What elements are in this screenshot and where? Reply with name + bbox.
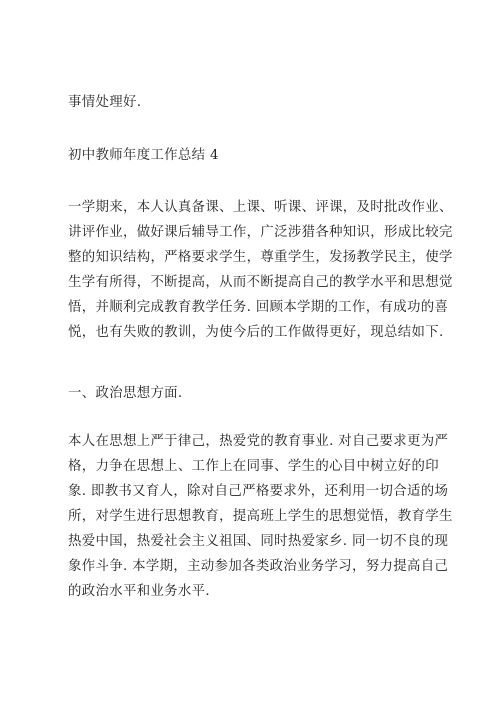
- paragraph-political-thought: [68, 429, 453, 604]
- subsection-title-text: 一、政治思想方面.: [68, 386, 183, 401]
- paragraph-summary: [68, 195, 453, 345]
- text-line: 本人在思想上严于律己，热爱党的教育事业. 对自己要求更为严: [68, 434, 449, 449]
- text-line: 事情处理好.: [68, 95, 142, 110]
- section-heading: [68, 143, 440, 168]
- text-line: 生学有所得，不断提高，从而不断提高自己的教学水平和思想觉: [68, 275, 453, 290]
- text-line: 悦，也有失败的教训，为使今后的工作做得更好，现总结如下.: [68, 325, 444, 340]
- text-line: 象. 即教书又育人，除对自己严格要求外，还利用一切合适的场: [68, 484, 449, 499]
- text-line: 象作斗争. 本学期，主动参加各类政治业务学习，努力提高自己: [68, 559, 449, 574]
- subsection-title: [68, 381, 440, 406]
- text-line: 一学期来，本人认真备课、上课、听课、评课，及时批改作业、: [68, 200, 453, 215]
- text-line: 整的知识结构，严格要求学生，尊重学生，发扬教学民主，使学: [68, 250, 453, 265]
- paragraph-continuation: [68, 90, 440, 115]
- text-line: 讲评作业，做好课后辅导工作，广泛涉猎各种知识，形成比较完: [68, 225, 453, 240]
- text-line: 悟，并顺利完成教育教学任务. 回顾本学期的工作，有成功的喜: [68, 300, 449, 315]
- heading-text: 初中教师年度工作总结 4: [68, 148, 219, 163]
- text-line: 所，对学生进行思想教育，提高班上学生的思想觉悟，教育学生: [68, 509, 453, 524]
- text-line: 热爱中国，热爱社会主义祖国、同时热爱家乡. 同一切不良的现: [68, 534, 449, 549]
- text-line: 格，力争在思想上、工作上在同事、学生的心目中树立好的印: [68, 459, 439, 474]
- text-line: 的政治水平和业务水平.: [68, 584, 211, 599]
